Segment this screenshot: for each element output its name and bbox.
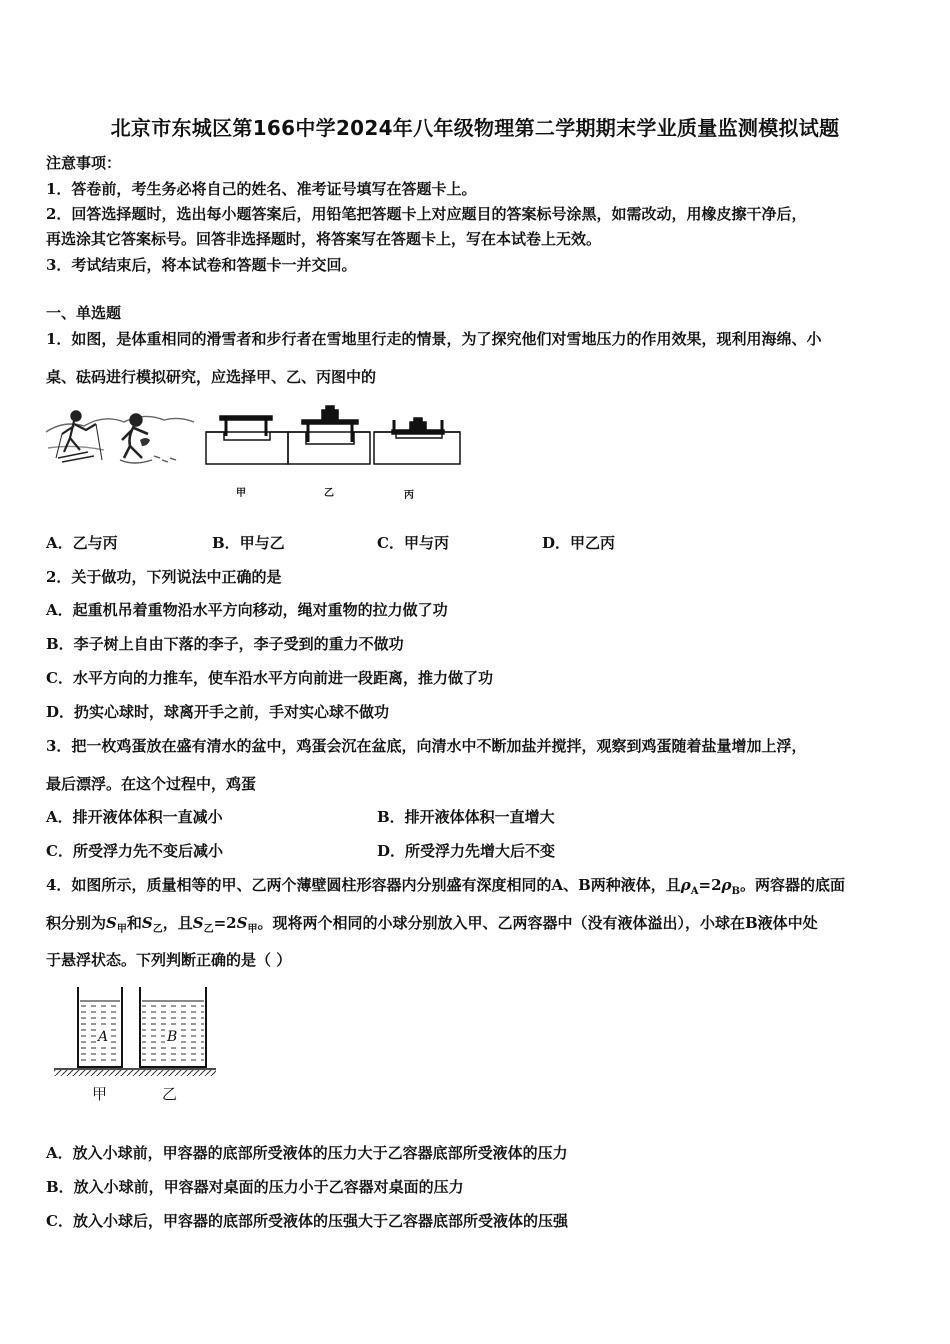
subscript: 乙	[203, 924, 214, 935]
q3-option-b: B．排开液体体积一直增大	[377, 808, 555, 826]
page-title: 北京市东城区第166中学2024年八年级物理第二学期期末学业质量监测模拟试题	[110, 116, 840, 140]
q4-stem-line2	[46, 912, 818, 935]
q3-option-a: A．排开液体体积一直减小	[46, 808, 223, 826]
subscript: 甲	[247, 924, 258, 935]
q4-text: 4．如图所示，质量相等的甲、乙两个薄壁圆柱形容器内分别盛有深度相同的A、B两种液体，且	[46, 876, 681, 894]
subscript: B	[731, 886, 740, 897]
liquid-label-a: A	[98, 1029, 109, 1045]
q4-option-b: B．放入小球前，甲容器对桌面的压力小于乙容器对桌面的压力	[46, 1178, 464, 1196]
skier-walker-illustration	[46, 411, 194, 463]
q1-option-d: D．甲乙丙	[542, 534, 616, 552]
q2-option-d: D．扔实心球时，球离开手之前，手对实心球不做功	[46, 703, 390, 721]
q4-figure-label-yi: 乙	[162, 1085, 178, 1103]
sponge-experiment-bing	[374, 418, 460, 464]
q1-figure-label-yi: 乙	[324, 488, 334, 499]
q3-option-c: C．所受浮力先不变后减小	[46, 842, 223, 860]
q4-option-c: C．放入小球后，甲容器的底部所受液体的压强大于乙容器底部所受液体的压强	[46, 1212, 568, 1230]
sponge-experiment-yi	[288, 406, 370, 464]
q4-figure-label-jia: 甲	[92, 1085, 108, 1103]
q4-stem-line3: 于悬浮状态。下列判断正确的是（ ）	[46, 951, 292, 969]
subscript: 乙	[152, 924, 163, 935]
area-symbol: S	[141, 914, 153, 932]
q4-stem-line1	[46, 874, 845, 897]
q4-text: =2	[698, 876, 722, 894]
q3-stem-line1: 3．把一枚鸡蛋放在盛有清水的盆中，鸡蛋会沉在盆底，向清水中不断加盐并搅拌，观察到鸡蛋随着盐量增加上浮，	[46, 737, 807, 755]
notice-item: 3．考试结束后，将本试卷和答题卡一并交回。	[46, 256, 357, 274]
q4-text: 。现将两个相同的小球分别放入甲、乙两容器中（没有液体溢出），小球在B液体中处	[257, 914, 818, 932]
area-symbol: S	[106, 914, 117, 932]
q2-option-b: B．李子树上自由下落的李子，李子受到的重力不做功	[46, 635, 404, 653]
q4-text: 。两容器的底面	[739, 876, 845, 894]
container-yi	[140, 987, 206, 1067]
q4-text: ，且	[162, 914, 193, 932]
q2-option-a: A．起重机吊着重物沿水平方向移动，绳对重物的拉力做了功	[46, 601, 448, 619]
q1-option-c: C．甲与丙	[377, 534, 449, 552]
q2-stem: 2．关于做功，下列说法中正确的是	[46, 568, 282, 586]
container-jia	[78, 987, 122, 1067]
q1-figure-label-bing: 丙	[404, 490, 414, 501]
notice-item: 2．回答选择题时，选出每小题答案后，用铅笔把答题卡上对应题目的答案标号涂黑，如需改动，用橡皮擦干净后，	[46, 205, 807, 223]
q4-containers-figure	[50, 985, 220, 1085]
q4-option-a: A．放入小球前，甲容器的底部所受液体的压力大于乙容器底部所受液体的压力	[46, 1144, 568, 1162]
q1-stem-line1: 1．如图，是体重相同的滑雪者和步行者在雪地里行走的情景，为了探究他们对雪地压力的作用效果，现利用海绵、小	[46, 330, 822, 348]
q1-stem-line2: 桌、砝码进行模拟研究，应选择甲、乙、丙图中的	[46, 368, 377, 386]
table-surface	[54, 1069, 216, 1076]
q4-text: 积分别为	[46, 914, 107, 932]
subscript: A	[690, 886, 699, 897]
q4-text: =2	[213, 914, 237, 932]
q2-option-c: C．水平方向的力推车，使车沿水平方向前进一段距离，推力做了功	[46, 669, 493, 687]
subscript: 甲	[116, 924, 127, 935]
liquid-label-b: B	[167, 1029, 178, 1045]
rho-symbol: ρ	[721, 876, 732, 894]
notice-item: 1．答卷前，考生务必将自己的姓名、准考证号填写在答题卡上。	[46, 180, 477, 198]
q1-figure-label-jia: 甲	[236, 488, 246, 499]
sponge-experiment-jia	[206, 416, 288, 464]
area-symbol: S	[192, 914, 204, 932]
rho-symbol: ρ	[680, 876, 691, 894]
notice-item: 再选涂其它答案标号。回答非选择题时，将答案写在答题卡上，写在本试卷上无效。	[46, 230, 602, 248]
section-heading: 一、单选题	[46, 304, 122, 322]
notice-heading: 注意事项：	[46, 154, 122, 172]
q1-option-b: B．甲与乙	[212, 534, 285, 552]
q3-stem-line2: 最后漂浮。在这个过程中，鸡蛋	[46, 775, 257, 793]
q4-text: 和	[126, 914, 142, 932]
q1-option-a: A．乙与丙	[46, 534, 118, 552]
area-symbol: S	[236, 914, 248, 932]
q3-option-d: D．所受浮力先增大后不变	[377, 842, 556, 860]
